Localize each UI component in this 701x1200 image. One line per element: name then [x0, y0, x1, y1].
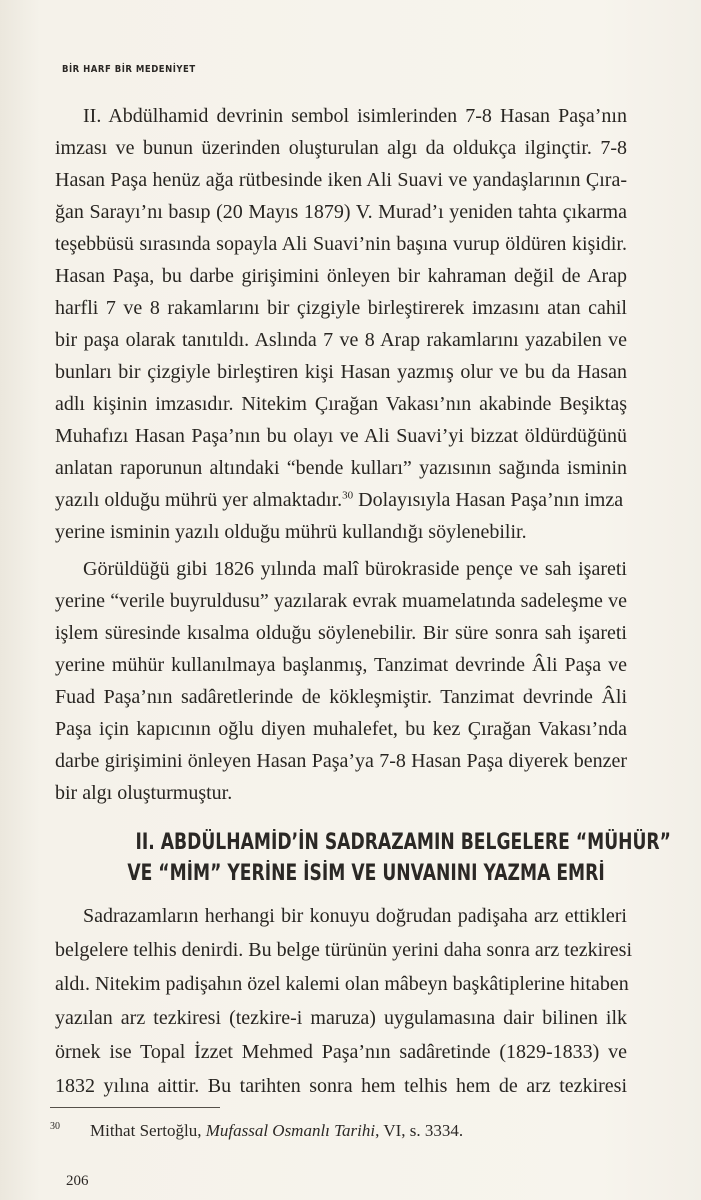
footnote-number: 30	[50, 1121, 60, 1133]
text-line	[55, 487, 623, 513]
text-line: belgelere telhis denirdi. Bu belge türünün yerini daha sonra arz tezkiresi	[55, 939, 633, 961]
text-line: yazılan arz tezkiresi (tezkire-i maruza) uygulamasına dair bilinen ilk	[55, 1007, 627, 1029]
text-line: Paşa için kapıcının oğlu diyen muhalefet, bu kez Çırağan Vakası’nda	[55, 718, 627, 740]
text-segment: Dolayısıyla Hasan Paşa’nın imza	[353, 489, 624, 511]
text-line: ğan Sarayı’nı basıp (20 Mayıs 1879) V. Murad’ı yeniden tahta çıkarma	[55, 201, 627, 223]
text-line: Görüldüğü gibi 1826 yılında malî bürokraside pençe ve sah işareti	[83, 558, 627, 580]
text-line: adlı kişinin imzasıdır. Nitekim Çırağan Vakası’nın akabinde Beşiktaş	[55, 393, 627, 415]
text-line: bir algı oluşturmuştur.	[55, 782, 233, 804]
text-line: Muhafızı Hasan Paşa’nın bu olayı ve Ali Suavi’yi bizzat öldürdüğünü	[55, 425, 627, 447]
heading-text: II. ABDÜLHAMİD’İN SADRAZAMIN BELGELERE “MÜHÜR”	[135, 830, 671, 855]
text-line: aldı. Nitekim padişahın özel kalemi olan mâbeyn başkâtiplerine hitaben	[55, 973, 629, 995]
text-line: 1832 yılına aittir. Bu tarihten sonra hem telhis hem de arz tezkiresi	[55, 1075, 627, 1097]
footnote-rest: , VI, s. 3334.	[375, 1121, 464, 1140]
running-head: BİR HARF BİR MEDENİYET	[62, 64, 196, 75]
page-number: 206	[66, 1173, 89, 1189]
text-line: Hasan Paşa, bu darbe girişimini önleyen bir kahraman değil de Arap	[55, 265, 627, 287]
text-line: örnek ise Topal İzzet Mehmed Paşa’nın sadâretinde (1829-1833) ve	[55, 1041, 627, 1063]
text-line: bunları bir çizgiyle birleştiren kişi Hasan yazmış olur ve bu da Hasan	[55, 361, 627, 383]
text-line: yerine isminin yazılı olduğu mührü kullandığı söylenebilir.	[55, 521, 527, 543]
heading-text: VE “MİM” YERİNE İSİM VE UNVANINI YAZMA EMRİ	[127, 861, 605, 886]
text-line: yerine mühür kullanılmaya başlanmış, Tanzimat devrinde Âli Paşa ve	[55, 654, 627, 676]
footnote	[50, 1120, 463, 1142]
footnote-author: Mithat Sertoğlu,	[90, 1121, 206, 1140]
text-line: harfli 7 ve 8 rakamlarını bir çizgiyle birleştirerek imzasını atan cahil	[55, 297, 627, 319]
text-line: Hasan Paşa henüz ağa rütbesinde iken Ali Suavi ve yandaşlarının Çıra-	[55, 169, 627, 191]
footnote-divider	[50, 1107, 220, 1108]
footnote-reference: 30	[342, 489, 354, 502]
text-line: Fuad Paşa’nın sadâretlerinde de kökleşmiştir. Tanzimat devrinde Âli	[55, 686, 627, 708]
text-line: teşebbüsü sırasında sopayla Ali Suavi’nin başına vurup öldüren kişidir.	[55, 233, 627, 255]
text-line: bir paşa olarak tanıtıldı. Aslında 7 ve 8 Arap rakamlarını yazabilen ve	[55, 329, 627, 351]
text-line: yerine “verile buyruldusu” yazılarak evrak muamelatında sadeleşme ve	[55, 590, 627, 612]
text-line: imzası ve bunun üzerinden oluşturulan algı da oldukça ilginçtir. 7-8	[55, 137, 627, 159]
text-segment: yazılı olduğu mührü yer almaktadır.	[55, 489, 343, 511]
section-heading-line-2	[60, 857, 630, 891]
text-line: Sadrazamların herhangi bir konuyu doğrudan padişaha arz ettikleri	[83, 905, 627, 927]
text-line: darbe girişimini önleyen Hasan Paşa’ya 7-8 Hasan Paşa diyerek benzer	[55, 750, 627, 772]
text-line: II. Abdülhamid devrinin sembol isimlerinden 7-8 Hasan Paşa’nın	[83, 105, 627, 127]
footnote-title: Mufassal Osmanlı Tarihi	[205, 1121, 376, 1140]
text-line: işlem süresinde kısalma olduğu söylenebilir. Bir süre sonra sah işareti	[55, 622, 627, 644]
text-line: anlatan raporunun altındaki “bende kulları” yazısının sağında isminin	[55, 457, 627, 479]
section-heading-line-1	[60, 826, 671, 860]
